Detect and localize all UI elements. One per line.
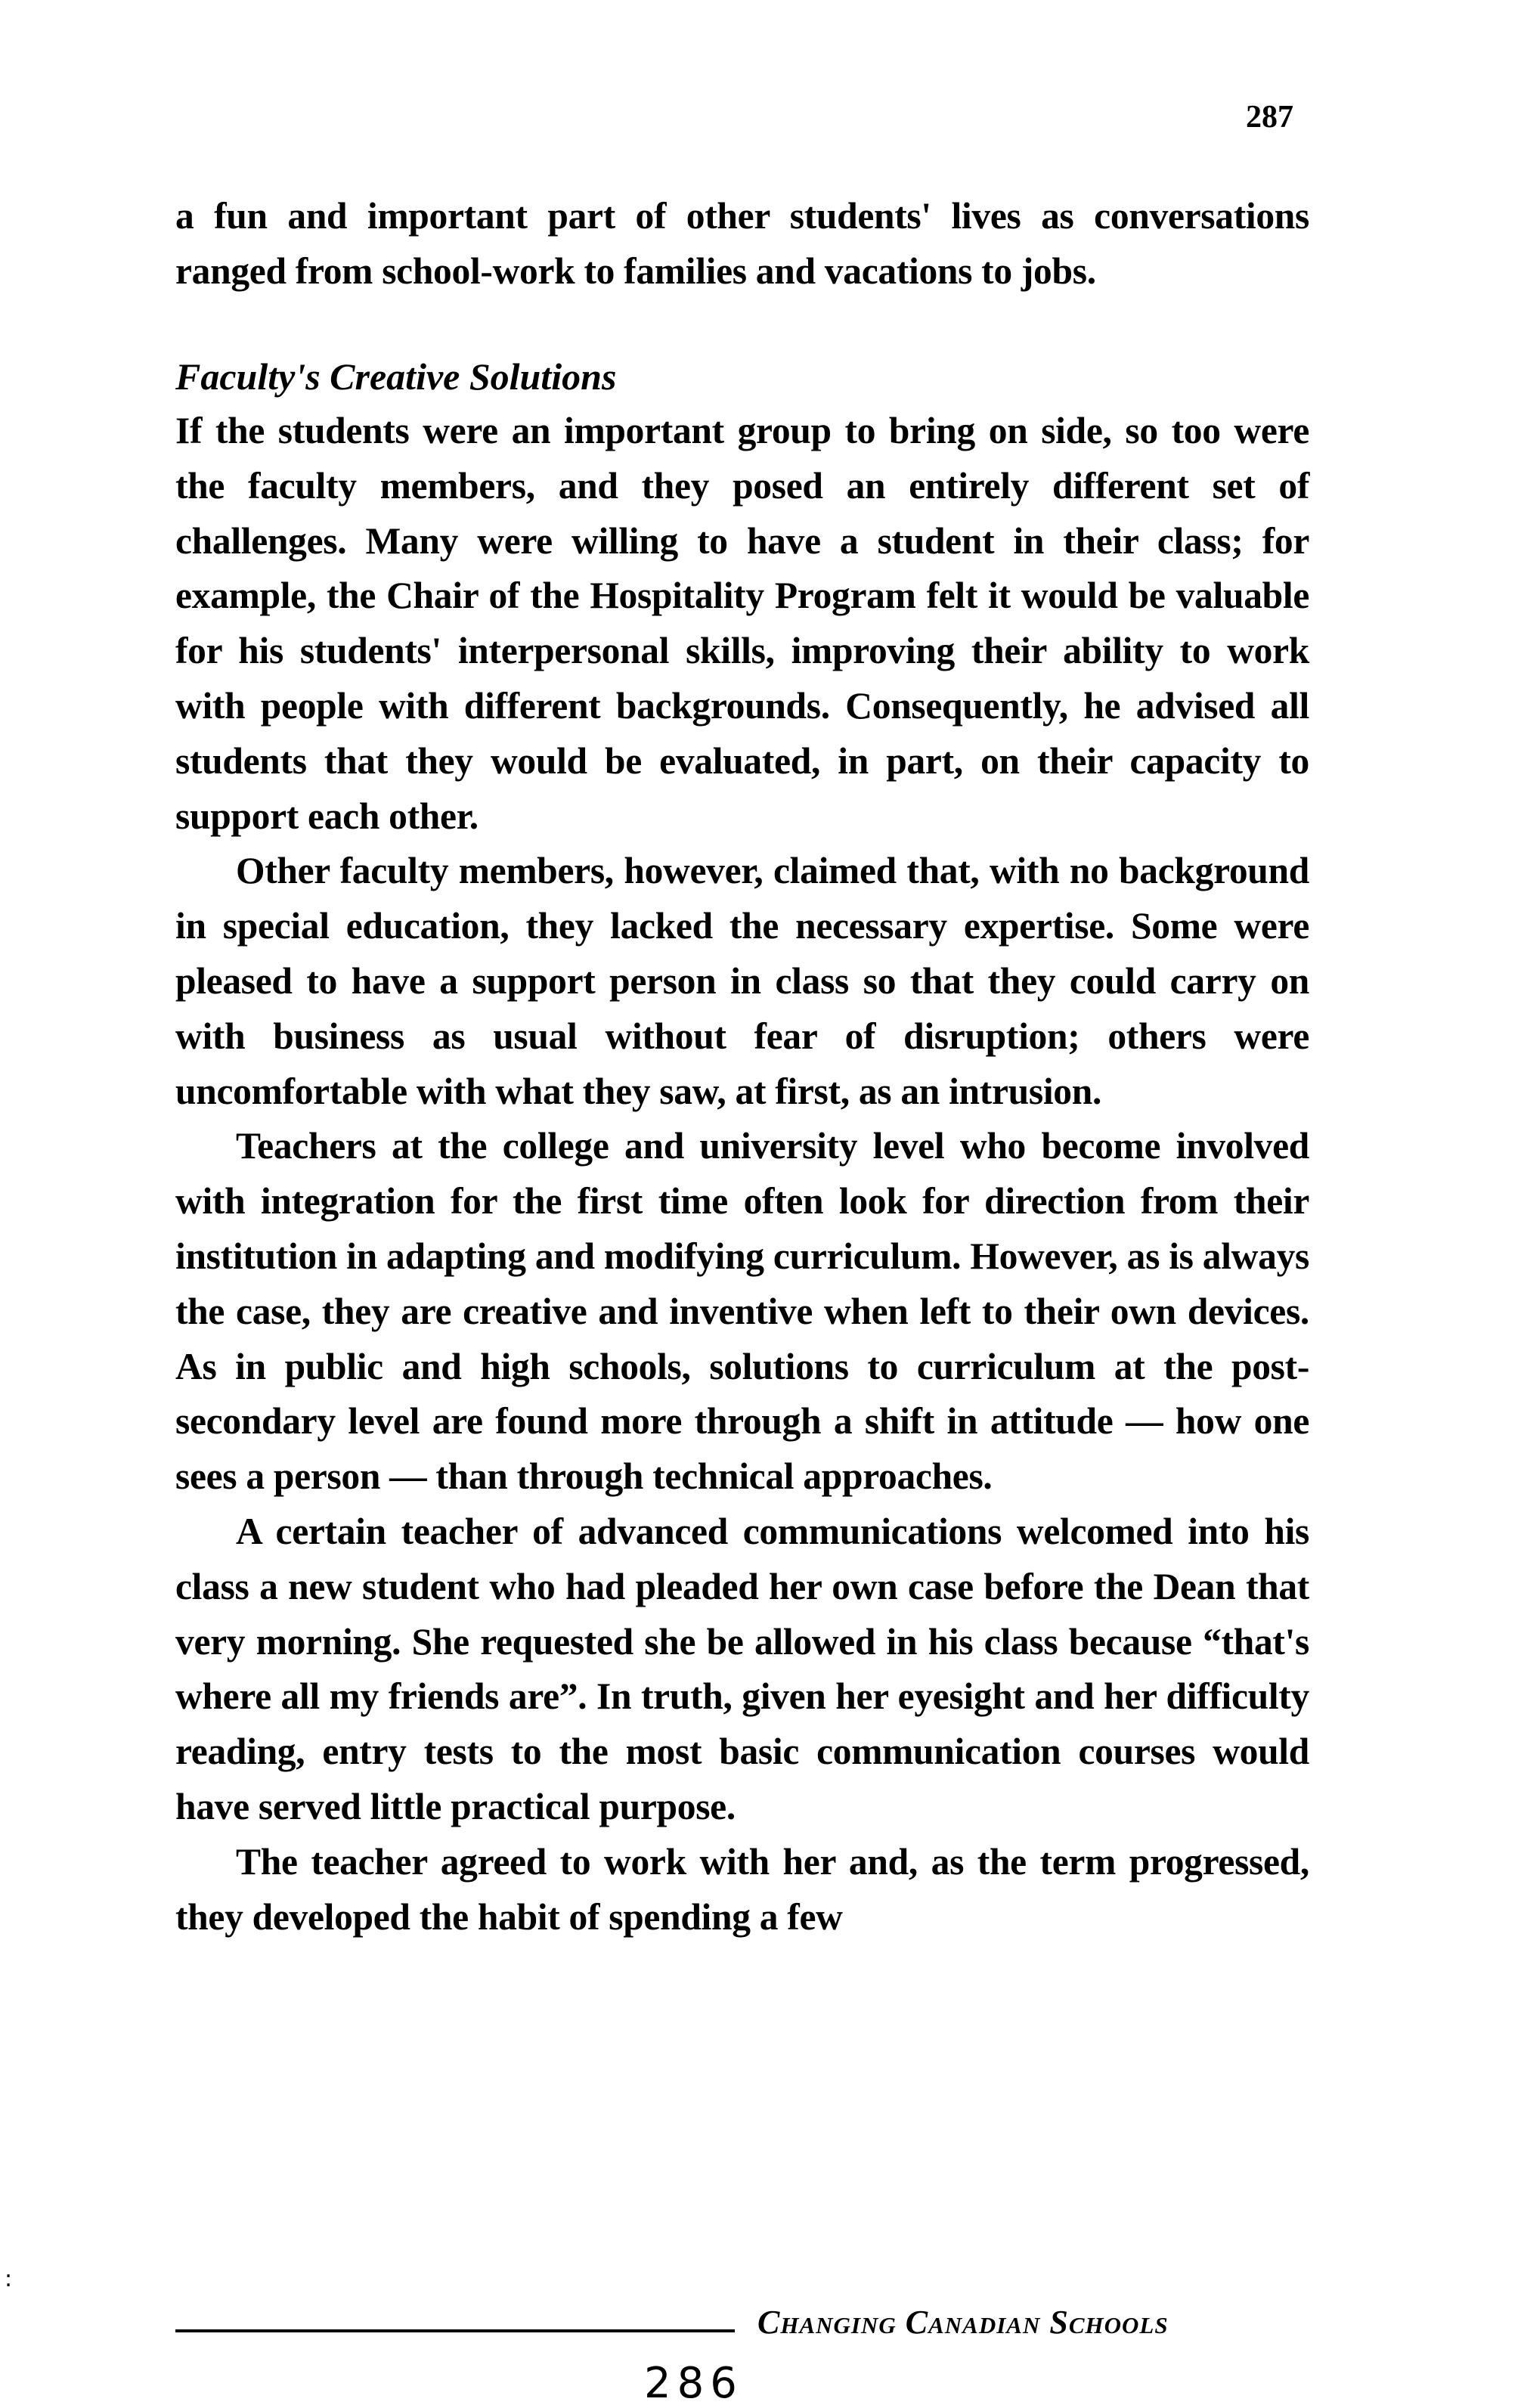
running-footer: Changing Canadian Schools: [757, 2304, 1169, 2341]
intro-paragraph: [175, 189, 1309, 299]
paragraph: Teachers at the college and university level who become involved with integration for the first time often look for direction from their institution in adapting and modifying curriculum. However, as is always the case, they are creative and inventive when left to their own devices. As in public and high schools, solutions to curriculum at the post-secondary level are found more through a shift in attitude — how one sees a person — than through technical approaches.: [175, 1125, 1309, 1498]
paragraph: If the students were an important group to bring on side, so too were the faculty members, and they posed an entirely different set of challenges. Many were willing to have a student in their class; for example, the Chair of the Hospitality Program felt it would be valuable for his students' interpersonal skills, improving their ability to work with people with different backgrounds. Consequently, he advised all students that they would be evaluated, in part, on their capacity to support each other.: [175, 410, 1309, 837]
margin-mark: :: [5, 2266, 13, 2292]
paragraph: Other faculty members, however, claimed that, with no background in special education, they lacked the necessary expertise. Some were pleased to have a support person in class so that they could carry on with business as usual without fear of disruption; others were uncomfortable with what they saw, at first, as an intrusion.: [175, 850, 1309, 1112]
section-heading: Faculty's Creative Solutions: [175, 355, 617, 398]
page-stamp-number: 286: [644, 2359, 743, 2408]
body-text: [175, 404, 1309, 1945]
page-number: 287: [1246, 100, 1293, 135]
intro-text: a fun and important part of other students' lives as conversations ranged from school-work to families and vacations to jobs.: [175, 195, 1309, 292]
footer-rule: [175, 2329, 735, 2332]
paragraph: A certain teacher of advanced communications welcomed into his class a new student who had pleaded her own case before the Dean that very morning. She requested she be allowed in his class because “that's where all my friends are”. In truth, given her eyesight and her difficulty reading, entry tests to the most basic communication courses would have served little practical purpose.: [175, 1510, 1309, 1827]
paragraph: The teacher agreed to work with her and, as the term progressed, they developed the habit of spending a few: [175, 1840, 1309, 1938]
